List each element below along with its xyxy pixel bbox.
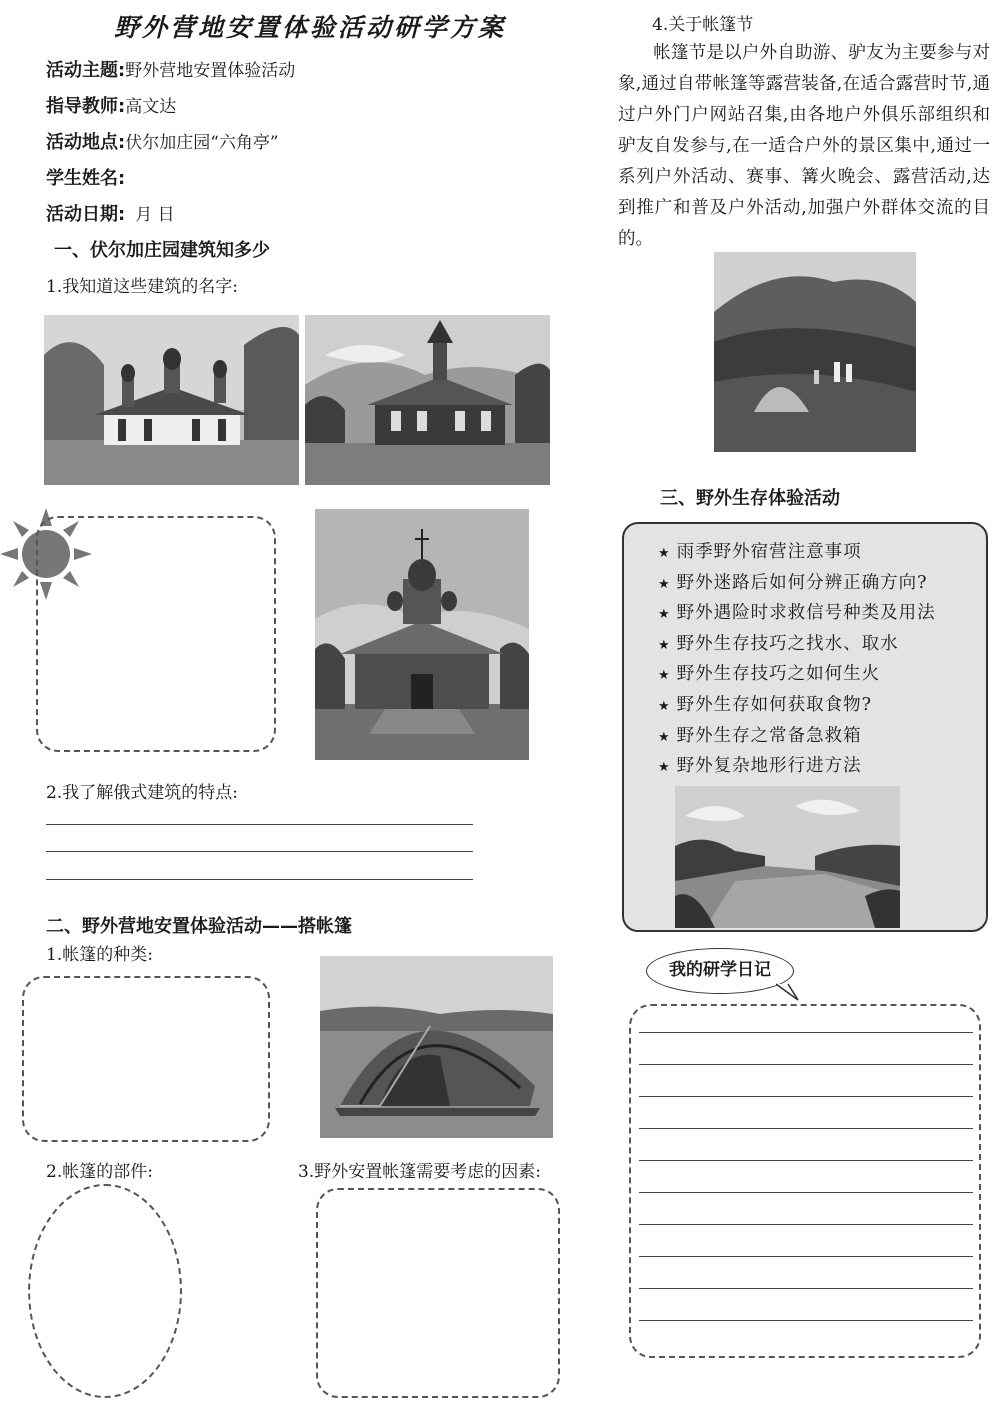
star-icon: ★ — [658, 546, 671, 561]
student-row — [46, 164, 125, 190]
diary-line[interactable] — [639, 1064, 973, 1065]
list-item: ★ 野外生存技巧之找水、取水 — [658, 633, 899, 654]
section1-heading: 一、伏尔加庄园建筑知多少 — [54, 240, 270, 261]
diary-line[interactable] — [639, 1192, 973, 1193]
section1-q2: 2.我了解俄式建筑的特点: — [46, 783, 238, 803]
building-name-answer-box[interactable] — [36, 516, 276, 752]
teacher-value: 高文达 — [125, 97, 177, 117]
star-icon: ★ — [658, 698, 671, 714]
tent-types-answer-box[interactable] — [22, 976, 270, 1142]
diary-line[interactable] — [639, 1096, 973, 1097]
teacher-label: 指导教师: — [46, 96, 126, 117]
list-item: ★ 野外遇险时求救信号种类及用法 — [658, 603, 936, 624]
theme-value: 野外营地安置体验活动 — [125, 61, 296, 81]
diary-line[interactable] — [639, 1160, 973, 1161]
church-photo-2 — [305, 315, 550, 485]
section2-q2: 2.帐篷的部件: — [46, 1162, 153, 1182]
list-item: ★ 野外迷路后如何分辨正确方向? — [658, 572, 928, 593]
tent-festival-paragraph — [618, 38, 990, 255]
diary-line[interactable] — [639, 1032, 973, 1033]
diary-line[interactable] — [639, 1256, 973, 1257]
diary-box — [629, 1004, 981, 1358]
tent-festival-text: 帐篷节是以户外自助游、驴友为主要参与对象,通过自带帐篷等露营装备,在适合露营时节,通过户外门户网站召集,由各地户外俱乐部组织和驴友自发参与,在一适合户外的景区集中,通过一系列户外活动、赛事、篝火晚会、露营活动,达到推广和普及户外活动,加强户外群体交流的目的。 — [618, 43, 990, 249]
page-title: 野外营地安置体验活动研学方案 — [113, 13, 506, 42]
diary-line[interactable] — [639, 1128, 973, 1129]
theme-label: 活动主题: — [46, 60, 126, 81]
star-icon: ★ — [658, 637, 671, 653]
writing-line[interactable] — [46, 851, 473, 852]
church-photo-3 — [315, 509, 529, 760]
bubble-tail-icon — [776, 982, 800, 1002]
tent-factors-answer-box[interactable] — [316, 1188, 560, 1398]
survival-topics-list — [624, 524, 986, 783]
list-item: ★ 雨季野外宿营注意事项 — [658, 542, 862, 562]
list-item: ★ 野外生存如何获取食物? — [658, 694, 873, 715]
star-icon: ★ — [658, 607, 671, 623]
teacher-row — [46, 92, 176, 118]
location-row — [46, 128, 279, 154]
diary-line[interactable] — [639, 1224, 973, 1225]
list-item: ★ 野外生存技巧之如何生火 — [658, 664, 881, 685]
section1-q1: 1.我知道这些建筑的名字: — [46, 277, 238, 297]
church-photo-1 — [44, 315, 299, 485]
list-item: ★ 野外生存之常备急救箱 — [658, 725, 862, 746]
date-row — [46, 200, 175, 226]
list-item: ★ 野外复杂地形行进方法 — [658, 756, 862, 777]
section2-q3: 3.野外安置帐篷需要考虑的因素: — [298, 1162, 541, 1182]
river-photo — [675, 786, 900, 928]
tent-festival-heading: 4.关于帐篷节 — [652, 15, 754, 35]
star-icon: ★ — [658, 576, 671, 592]
location-label: 活动地点: — [46, 132, 126, 153]
diary-label-bubble — [646, 948, 794, 994]
diary-line[interactable] — [639, 1288, 973, 1289]
diary-label: 我的研学日记 — [669, 960, 771, 980]
date-label: 活动日期: — [46, 204, 126, 225]
star-icon: ★ — [658, 729, 671, 745]
tent-photo — [320, 956, 553, 1138]
section2-q1: 1.帐篷的种类: — [46, 945, 153, 965]
diary-line[interactable] — [639, 1320, 973, 1321]
star-icon: ★ — [658, 760, 671, 776]
tent-parts-answer-oval[interactable] — [28, 1184, 182, 1398]
section3-heading: 三、野外生存体验活动 — [660, 488, 840, 509]
location-value: 伏尔加庄园“六角亭” — [125, 133, 279, 153]
section2-heading: 二、野外营地安置体验活动——搭帐篷 — [46, 916, 352, 937]
star-icon: ★ — [658, 668, 671, 684]
date-value: 月 日 — [135, 205, 175, 225]
camping-photo — [714, 252, 916, 452]
student-label: 学生姓名: — [46, 168, 126, 189]
writing-line[interactable] — [46, 824, 473, 825]
writing-line[interactable] — [46, 879, 473, 880]
theme-row — [46, 56, 295, 82]
